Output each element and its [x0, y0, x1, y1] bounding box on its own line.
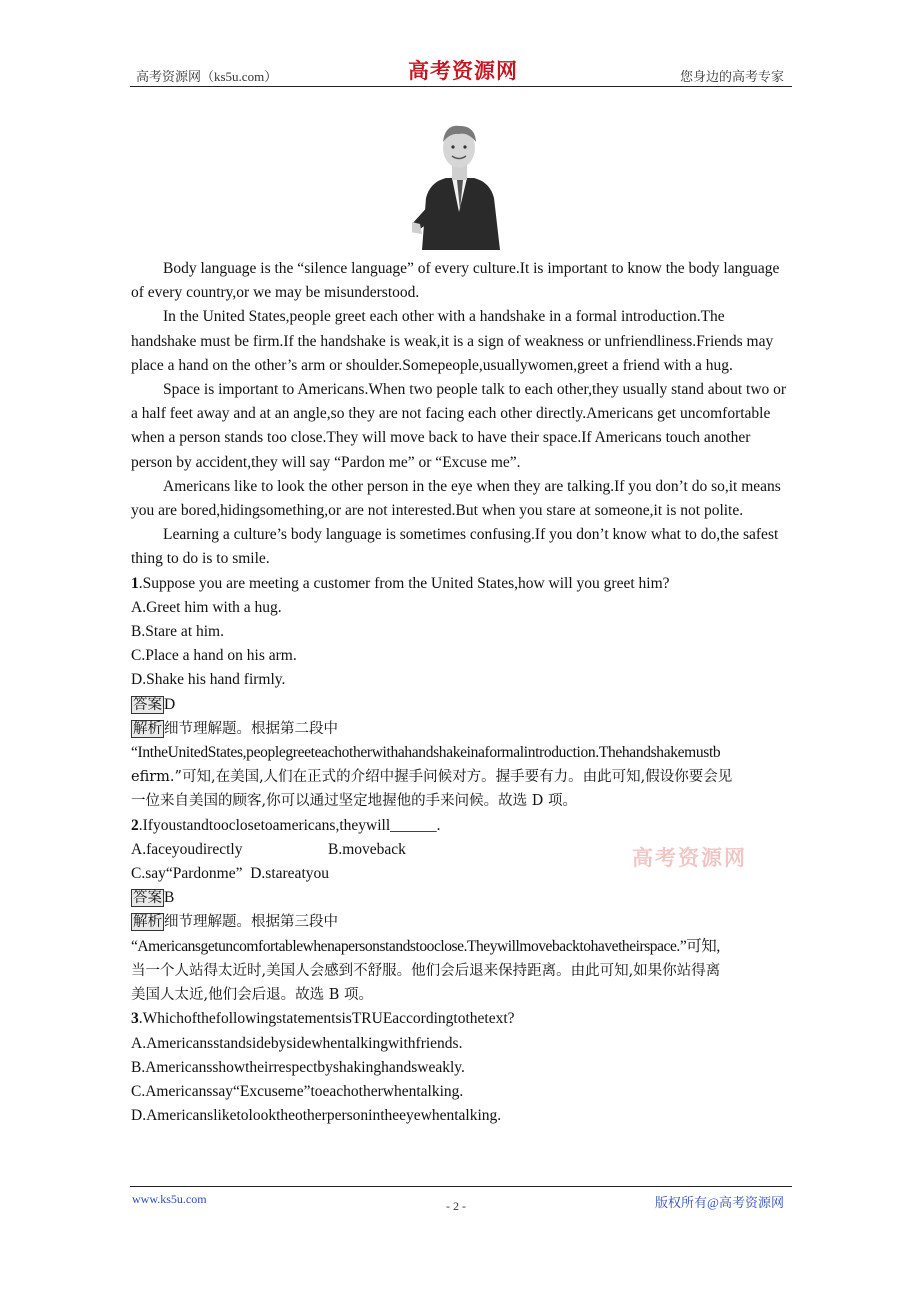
- q2-analysis: [131, 910, 793, 934]
- q1-option-c: C.Place a hand on his arm.: [131, 647, 297, 665]
- q2-option-d: D.stareatyou: [250, 865, 329, 883]
- q3-option-a: A.Americansstandsidebysidewhentalkingwithfriends.: [131, 1034, 463, 1052]
- document-body: [131, 257, 793, 1128]
- question-3-text: .WhichofthefollowingstatementsisTRUEaccordingtothetext?: [138, 1010, 515, 1028]
- article-paragraph-1: Body language is the “silence language” of every culture.It is important to know the body language of every country,or we may be misunderstood.: [131, 260, 780, 302]
- article-paragraph-3: Space is important to Americans.When two people talk to each other,they usually stand about two or a half feet away and at an angle,so they are not facing each other directly.Americans get uncomfortable when a person stands too close.They will move back to have their space.If Americans touch another person by accident,they will say “Pardon me” or “Excuse me”.: [131, 381, 787, 471]
- answer-tag: 答案: [133, 696, 162, 713]
- question-2-number: 2: [131, 816, 139, 834]
- header-site-name: 高考资源网（ks5u.com）: [136, 69, 278, 84]
- footer-url: www.ks5u.com: [132, 1192, 207, 1206]
- q1-option-a: A.Greet him with a hug.: [131, 598, 282, 616]
- page-header: [130, 60, 792, 87]
- question-3-number: 3: [131, 1010, 139, 1028]
- answer-tag: 答案: [133, 890, 162, 907]
- article-paragraph-2: In the United States,people greet each other with a handshake in a formal introduction.The handshake must be firm.If the handshake is weak,it is a sign of weakness or unfriendliness.Friends may place a hand on the other’s arm or shoulder.Somepeople,usuallywomen,greet a friend with a hug.: [131, 308, 774, 374]
- analysis-tag: 解析: [133, 914, 162, 931]
- q2-analysis-line-1: “Americansgetuncomfortablewhenapersonstandstooclose.Theywillmovebacktohavetheirspace.”可知,: [131, 937, 720, 955]
- watermark: 高考资源网: [632, 845, 747, 870]
- q2-option-a: A.faceyoudirectly: [131, 840, 243, 858]
- question-2-text: .Ifyoustandtooclosetoamericans,theywill______.: [138, 816, 441, 834]
- q2-analysis-head: 细节理解题。根据第三段中: [164, 914, 338, 931]
- header-logo: 高考资源网: [408, 59, 518, 83]
- q3-option-b: B.Americansshowtheirrespectbyshakinghandsweakly.: [131, 1058, 465, 1076]
- header-slogan: 您身边的高考专家: [679, 69, 784, 84]
- q1-analysis-line-2: efirm.”可知,在美国,人们在正式的介绍中握手问候对方。握手要有力。由此可知,假设你要会见: [131, 769, 733, 786]
- q2-analysis-line-3: 美国人太近,他们会后退。故选 B 项。: [131, 987, 373, 1004]
- q3-option-d: D.Americansliketolooktheotherpersonintheeyewhentalking.: [131, 1107, 502, 1125]
- q2-answer: [131, 886, 793, 910]
- question-2-stem: [131, 814, 793, 838]
- article-paragraph-4: Americans like to look the other person in the eye when they are talking.If you don’t do so,it means you are bored,hidingsomething,or are not interested.But when you stare at someone,it is not polite.: [131, 477, 781, 520]
- q1-option-d: D.Shake his hand firmly.: [131, 671, 286, 689]
- q1-analysis-head: 细节理解题。根据第二段中: [164, 720, 338, 737]
- q2-analysis-line-2: 当一个人站得太近时,美国人会感到不舒服。他们会后退来保持距离。由此可知,如果你站得离: [131, 962, 721, 979]
- q3-option-c: C.Americanssay“Excuseme”toeachotherwhentalking.: [131, 1082, 464, 1100]
- question-1-number: 1: [131, 574, 139, 592]
- q1-answer: [131, 693, 793, 717]
- analysis-tag: 解析: [133, 720, 162, 737]
- footer-copyright: 版权所有@高考资源网: [655, 1195, 784, 1210]
- q2-answer-value: B: [164, 889, 175, 907]
- q2-option-b: B.moveback: [328, 840, 406, 858]
- businessman-photo: [412, 120, 507, 250]
- q1-analysis-line-1: “IntheUnitedStates,peoplegreeteachotherwithahandshakeinaformalintroduction.Thehandshakemustb: [131, 744, 721, 762]
- page-footer: [130, 1186, 792, 1213]
- q1-analysis: [131, 717, 793, 741]
- q1-option-b: B.Stare at him.: [131, 623, 224, 641]
- page-number: - 2 -: [446, 1199, 466, 1213]
- question-1-text: .Suppose you are meeting a customer from the United States,how will you greet him?: [138, 574, 670, 592]
- q2-option-c: C.say“Pardonme”: [131, 865, 243, 883]
- q1-answer-value: D: [164, 695, 176, 713]
- article-paragraph-5: Learning a culture’s body language is sometimes confusing.If you don’t know what to do,the safest thing to do is to smile.: [131, 526, 779, 568]
- question-1-stem: [131, 572, 793, 596]
- question-3-stem: [131, 1007, 793, 1031]
- q1-analysis-line-3: 一位来自美国的顾客,你可以通过坚定地握他的手来问候。故选 D 项。: [131, 793, 577, 810]
